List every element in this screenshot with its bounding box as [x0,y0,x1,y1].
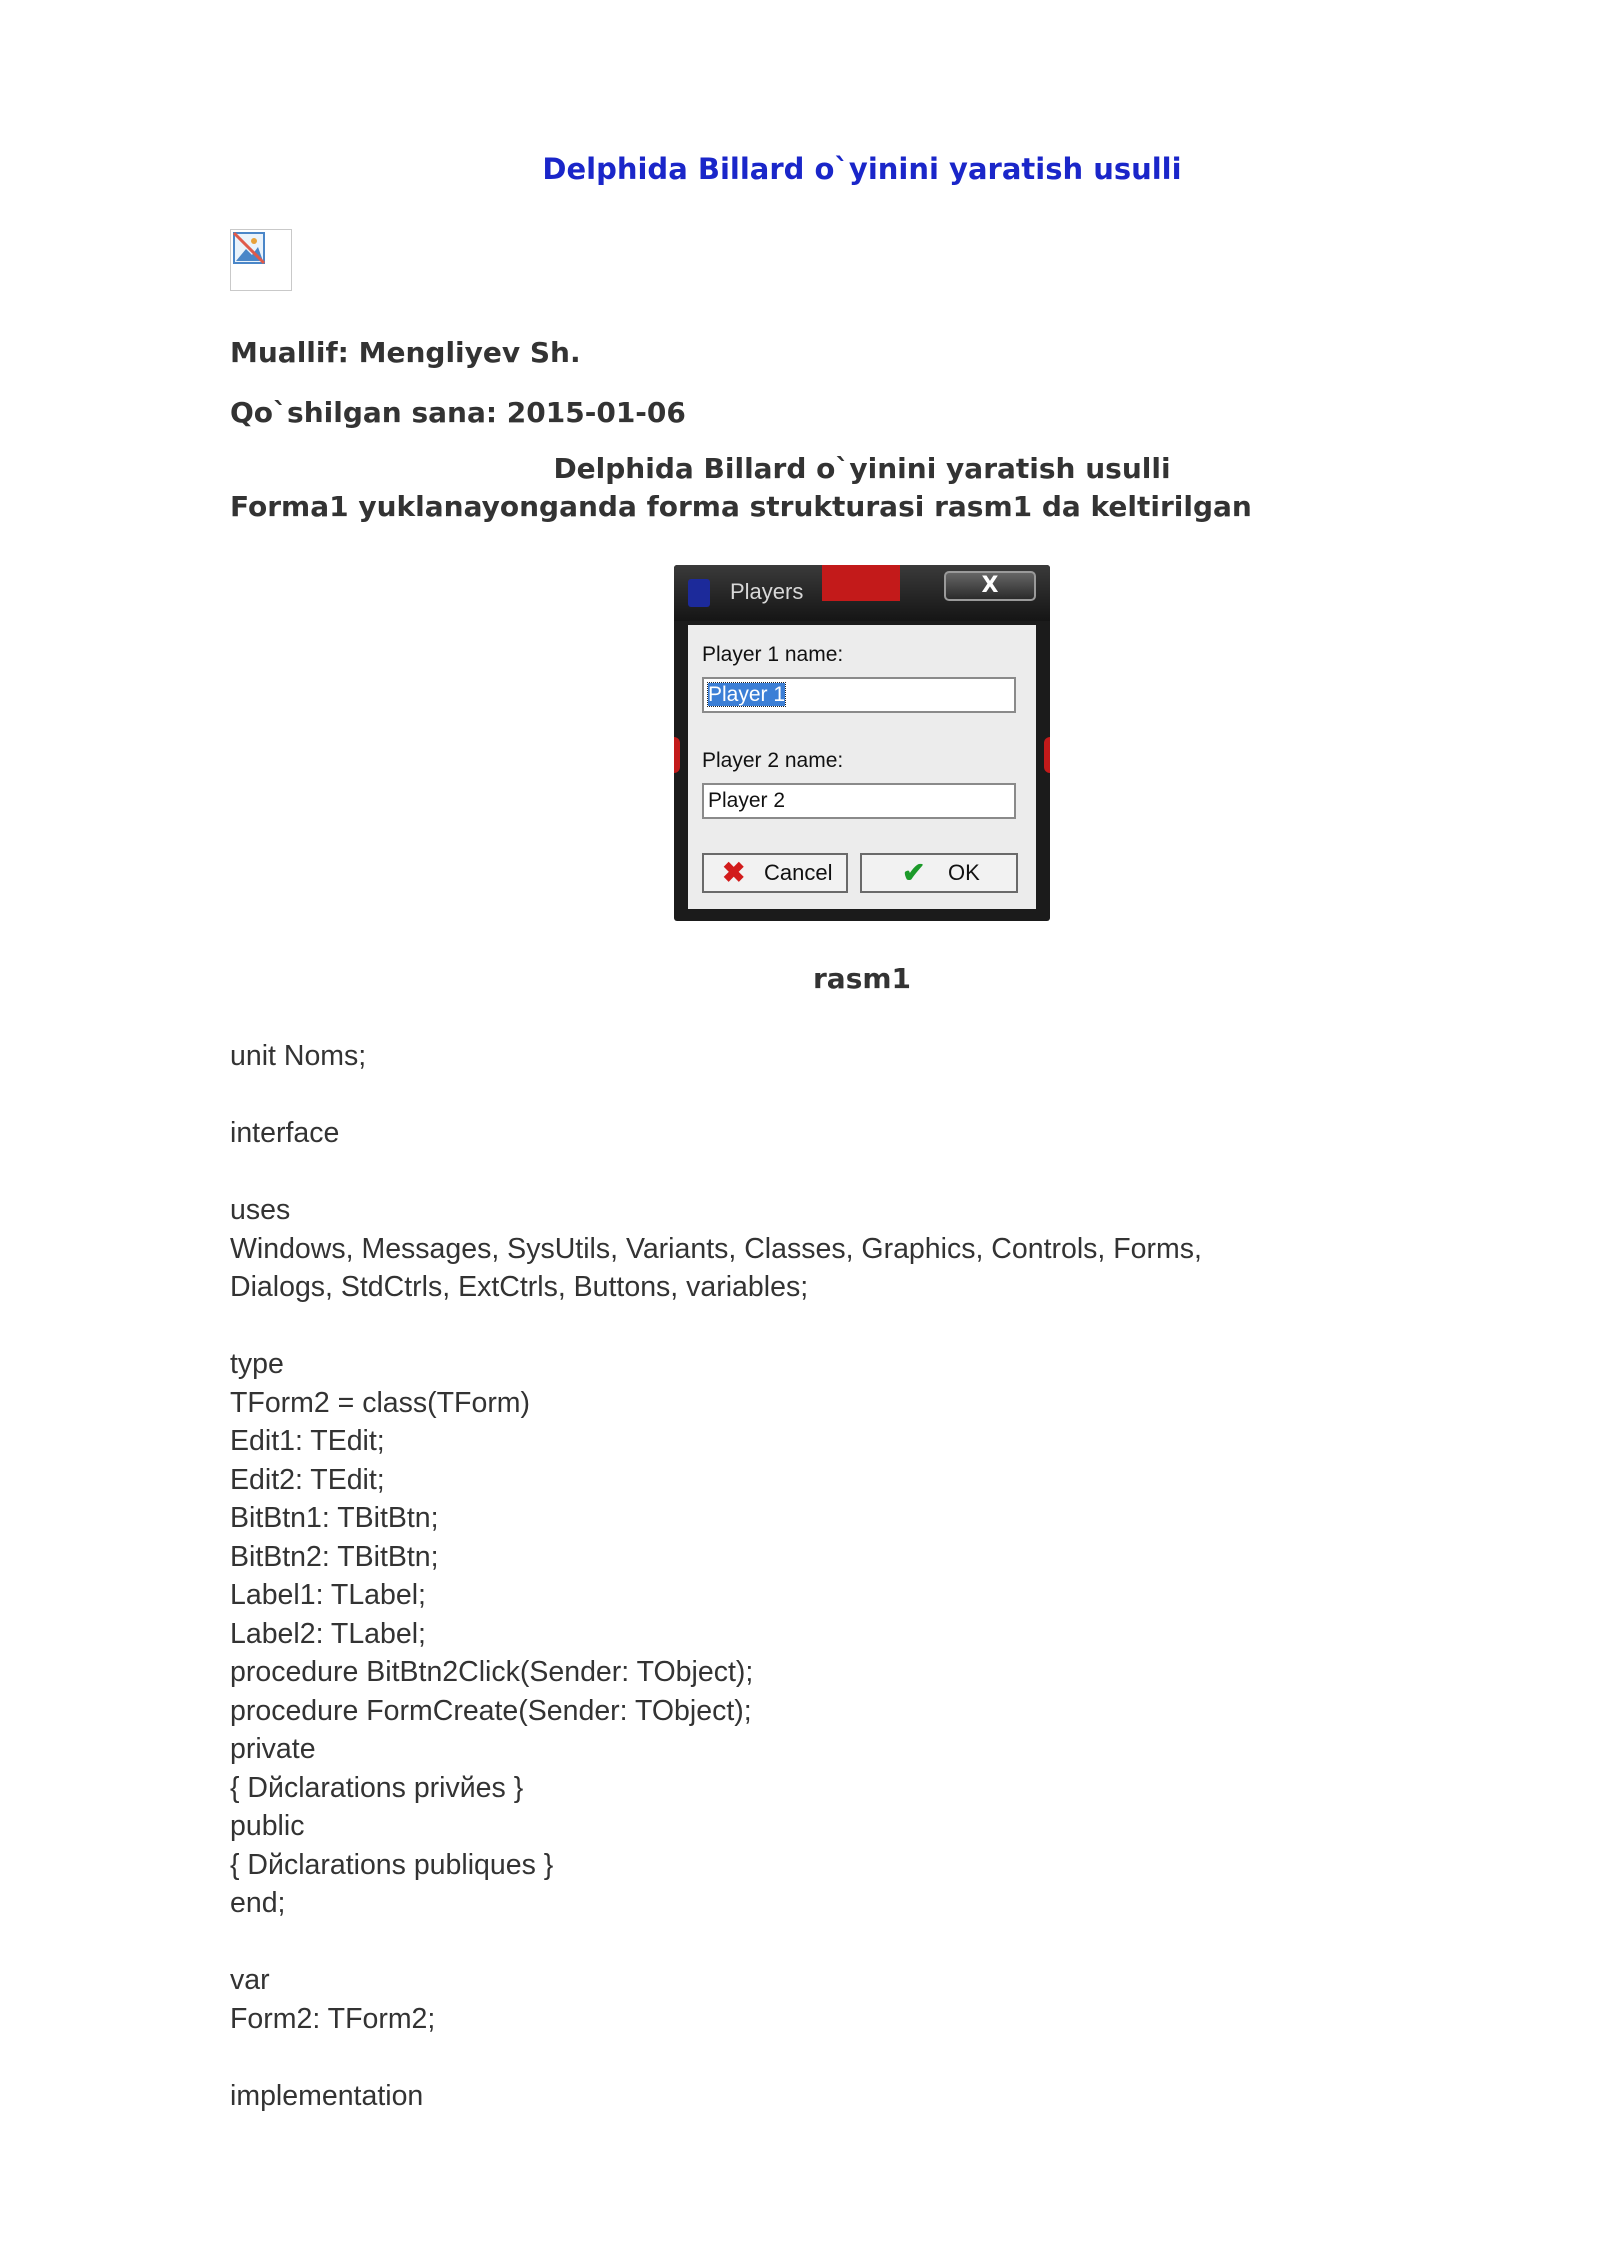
player2-label: Player 2 name: [702,749,844,772]
code-line: { Dйclarations publiques } [230,1848,554,1881]
dialog-title: Players [730,579,804,604]
player2-input-value: Player 2 [708,789,786,812]
intro-text: Forma1 yuklanayonganda forma strukturasi rasm1 da keltirilgan [230,490,1252,523]
code-line: TForm2 = class(TForm) [230,1386,531,1419]
player1-input-value: Player 1 [708,683,786,706]
code-line: Edit2: TEdit; [230,1463,385,1496]
code-line: Dialogs, StdCtrls, ExtCtrls, Buttons, variables; [230,1271,809,1303]
dialog-body [688,625,1036,909]
code-line: Edit1: TEdit; [230,1425,385,1457]
code-line: type [230,1348,284,1380]
player1-input[interactable] [702,677,1016,713]
code-line [230,1307,1202,1346]
cancel-button[interactable] [702,853,848,893]
document-title: Delphida Billard o`yinini yaratish usulli [542,152,1182,186]
code-line: private [230,1733,316,1765]
figure-caption: rasm1 [812,962,912,995]
player2-input[interactable] [702,783,1016,819]
code-listing [230,1037,1202,2115]
background-red-shape-right [1044,737,1050,773]
broken-image-icon [230,229,292,291]
code-line: BitBtn2: TBitBtn; [230,1540,439,1573]
code-line: procedure FormCreate(Sender: TObject); [230,1694,752,1727]
code-line: end; [230,1887,286,1919]
code-line: implementation [230,2079,424,2112]
code-line: { Dйclarations privйes } [230,1771,524,1804]
code-line: Label2: TLabel; [230,1617,426,1650]
code-line: uses [230,1194,291,1226]
player1-label: Player 1 name: [702,643,844,666]
code-line [230,1923,1202,1962]
code-line [230,2038,1202,2077]
code-line: interface [230,1117,340,1149]
code-line: BitBtn1: TBitBtn; [230,1502,439,1534]
date-line: Qo`shilgan sana: 2015-01-06 [230,396,686,429]
code-line: unit Noms; [230,1040,367,1072]
checkmark-icon: ✔ [902,857,926,888]
code-line: Windows, Messages, SysUtils, Variants, Classes, Graphics, Controls, Forms, [230,1232,1202,1265]
code-line: procedure BitBtn2Click(Sender: TObject); [230,1656,754,1688]
players-dialog-figure [674,565,1050,921]
cancel-button-label: Cancel [764,860,833,885]
background-red-shape-left [674,737,680,773]
ok-button[interactable] [860,853,1018,893]
cross-icon: ✖ [722,857,746,888]
background-red-shape [822,565,900,601]
code-line: Form2: TForm2; [230,2002,436,2035]
code-line: public [230,1810,305,1842]
code-line [230,1076,1202,1115]
app-icon [688,579,710,607]
author-line: Muallif: Mengliyev Sh. [230,336,581,369]
dialog-close-button[interactable]: X [944,571,1036,601]
section-title: Delphida Billard o`yinini yaratish usulli [553,452,1171,485]
ok-button-label: OK [948,860,980,885]
code-line [230,1153,1202,1192]
code-line: Label1: TLabel; [230,1579,426,1611]
code-line: var [230,1964,270,1996]
